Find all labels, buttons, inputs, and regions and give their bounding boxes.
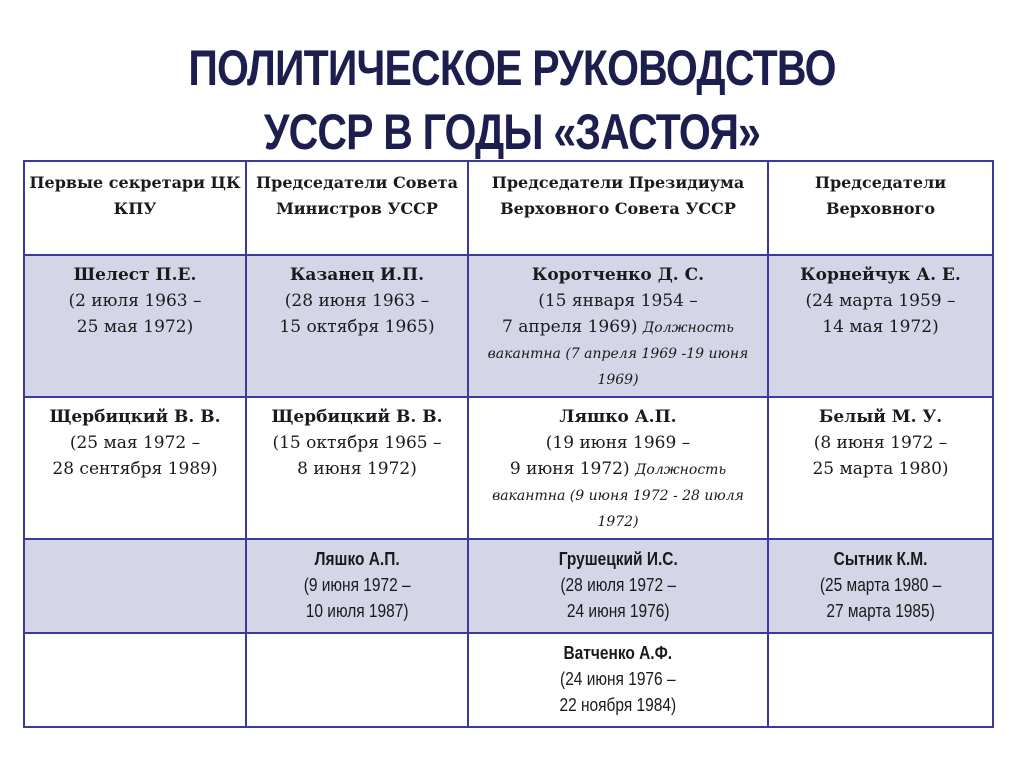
table-cell [768, 539, 993, 633]
term-start: (28 июня 1963 – [284, 291, 430, 311]
header-supreme-council-chairs: Председатели Верховного [768, 161, 993, 255]
header-presidium-chairs: Председатели Президиума Верховного Совета УССР [468, 161, 768, 255]
table-cell-empty [24, 633, 246, 727]
table-cell [468, 397, 768, 539]
header-first-secretaries: Первые секретари ЦК КПУ [24, 161, 246, 255]
term-start: (24 июня 1976 – [560, 669, 676, 689]
person-name: Грушецкий И.С. [558, 549, 678, 569]
table-cell-empty [246, 633, 468, 727]
table-cell [468, 255, 768, 397]
term-end: 24 июня 1976) [566, 601, 670, 621]
term-end: 10 июля 1987) [305, 601, 409, 621]
term-end: 22 ноября 1984) [559, 695, 677, 715]
term-end: 14 мая 1972) [822, 317, 939, 337]
person-name: Белый М. У. [818, 407, 943, 427]
term-start: (9 июня 1972 – [303, 575, 411, 595]
table-row [24, 397, 993, 539]
term-start: (8 июня 1972 – [813, 433, 948, 453]
term-end: 25 марта 1980) [812, 459, 949, 479]
person-name: Ляшко А.П. [314, 549, 400, 569]
table-cell [468, 539, 768, 633]
vacancy-note: Должность вакантна (7 апреля 1969 -19 июня 1969) [487, 320, 749, 388]
term-end: 15 октября 1965) [279, 317, 435, 337]
term-start: (25 мая 1972 – [69, 433, 201, 453]
table-cell [468, 633, 768, 727]
title-line-1: ПОЛИТИЧЕСКОЕ РУКОВОДСТВО [188, 40, 836, 96]
person-name: Коротченко Д. С. [531, 265, 705, 285]
table-cell [246, 255, 468, 397]
person-name: Ляшко А.П. [559, 407, 677, 427]
term-start: (28 июля 1972 – [560, 575, 676, 595]
person-name: Щербицкий В. В. [49, 407, 221, 427]
person-name: Шелест П.Е. [73, 265, 197, 285]
person-name: Корнейчук А. Е. [800, 265, 961, 285]
table-header-row [24, 161, 993, 255]
title-line-2: УССР В ГОДЫ «ЗАСТОЯ» [263, 104, 761, 160]
table-cell-empty [24, 539, 246, 633]
table-row [24, 633, 993, 727]
person-name: Щербицкий В. В. [271, 407, 443, 427]
term-start: (19 июня 1969 – [545, 433, 691, 453]
term-start: (25 марта 1980 – [819, 575, 942, 595]
term-end: 28 сентября 1989) [52, 459, 218, 479]
table-cell [24, 255, 246, 397]
term-start: (15 октября 1965 – [272, 433, 442, 453]
term-end: 9 июня 1972) [509, 459, 630, 479]
person-name: Сытник К.М. [833, 549, 928, 569]
header-council-of-ministers: Председатели Совета Министров УССР [246, 161, 468, 255]
table-row [24, 539, 993, 633]
term-start: (2 июля 1963 – [68, 291, 202, 311]
table-cell [768, 397, 993, 539]
table-cell [768, 255, 993, 397]
person-name: Ватченко А.Ф. [563, 643, 673, 663]
leadership-table [23, 160, 994, 728]
term-end: 25 мая 1972) [76, 317, 194, 337]
term-start: (24 марта 1959 – [805, 291, 956, 311]
table-cell [246, 397, 468, 539]
slide-title [92, 36, 932, 164]
person-name: Казанец И.П. [289, 265, 425, 285]
table-row [24, 255, 993, 397]
term-end: 8 июня 1972) [297, 459, 417, 479]
vacancy-note: Должность вакантна (9 июня 1972 - 28 июля 1972) [492, 462, 744, 530]
table-cell [24, 397, 246, 539]
term-end: 27 марта 1985) [826, 601, 935, 621]
term-end: 7 апреля 1969) [502, 317, 638, 337]
term-start: (15 января 1954 – [538, 291, 698, 311]
table-cell-empty [768, 633, 993, 727]
table-cell [246, 539, 468, 633]
